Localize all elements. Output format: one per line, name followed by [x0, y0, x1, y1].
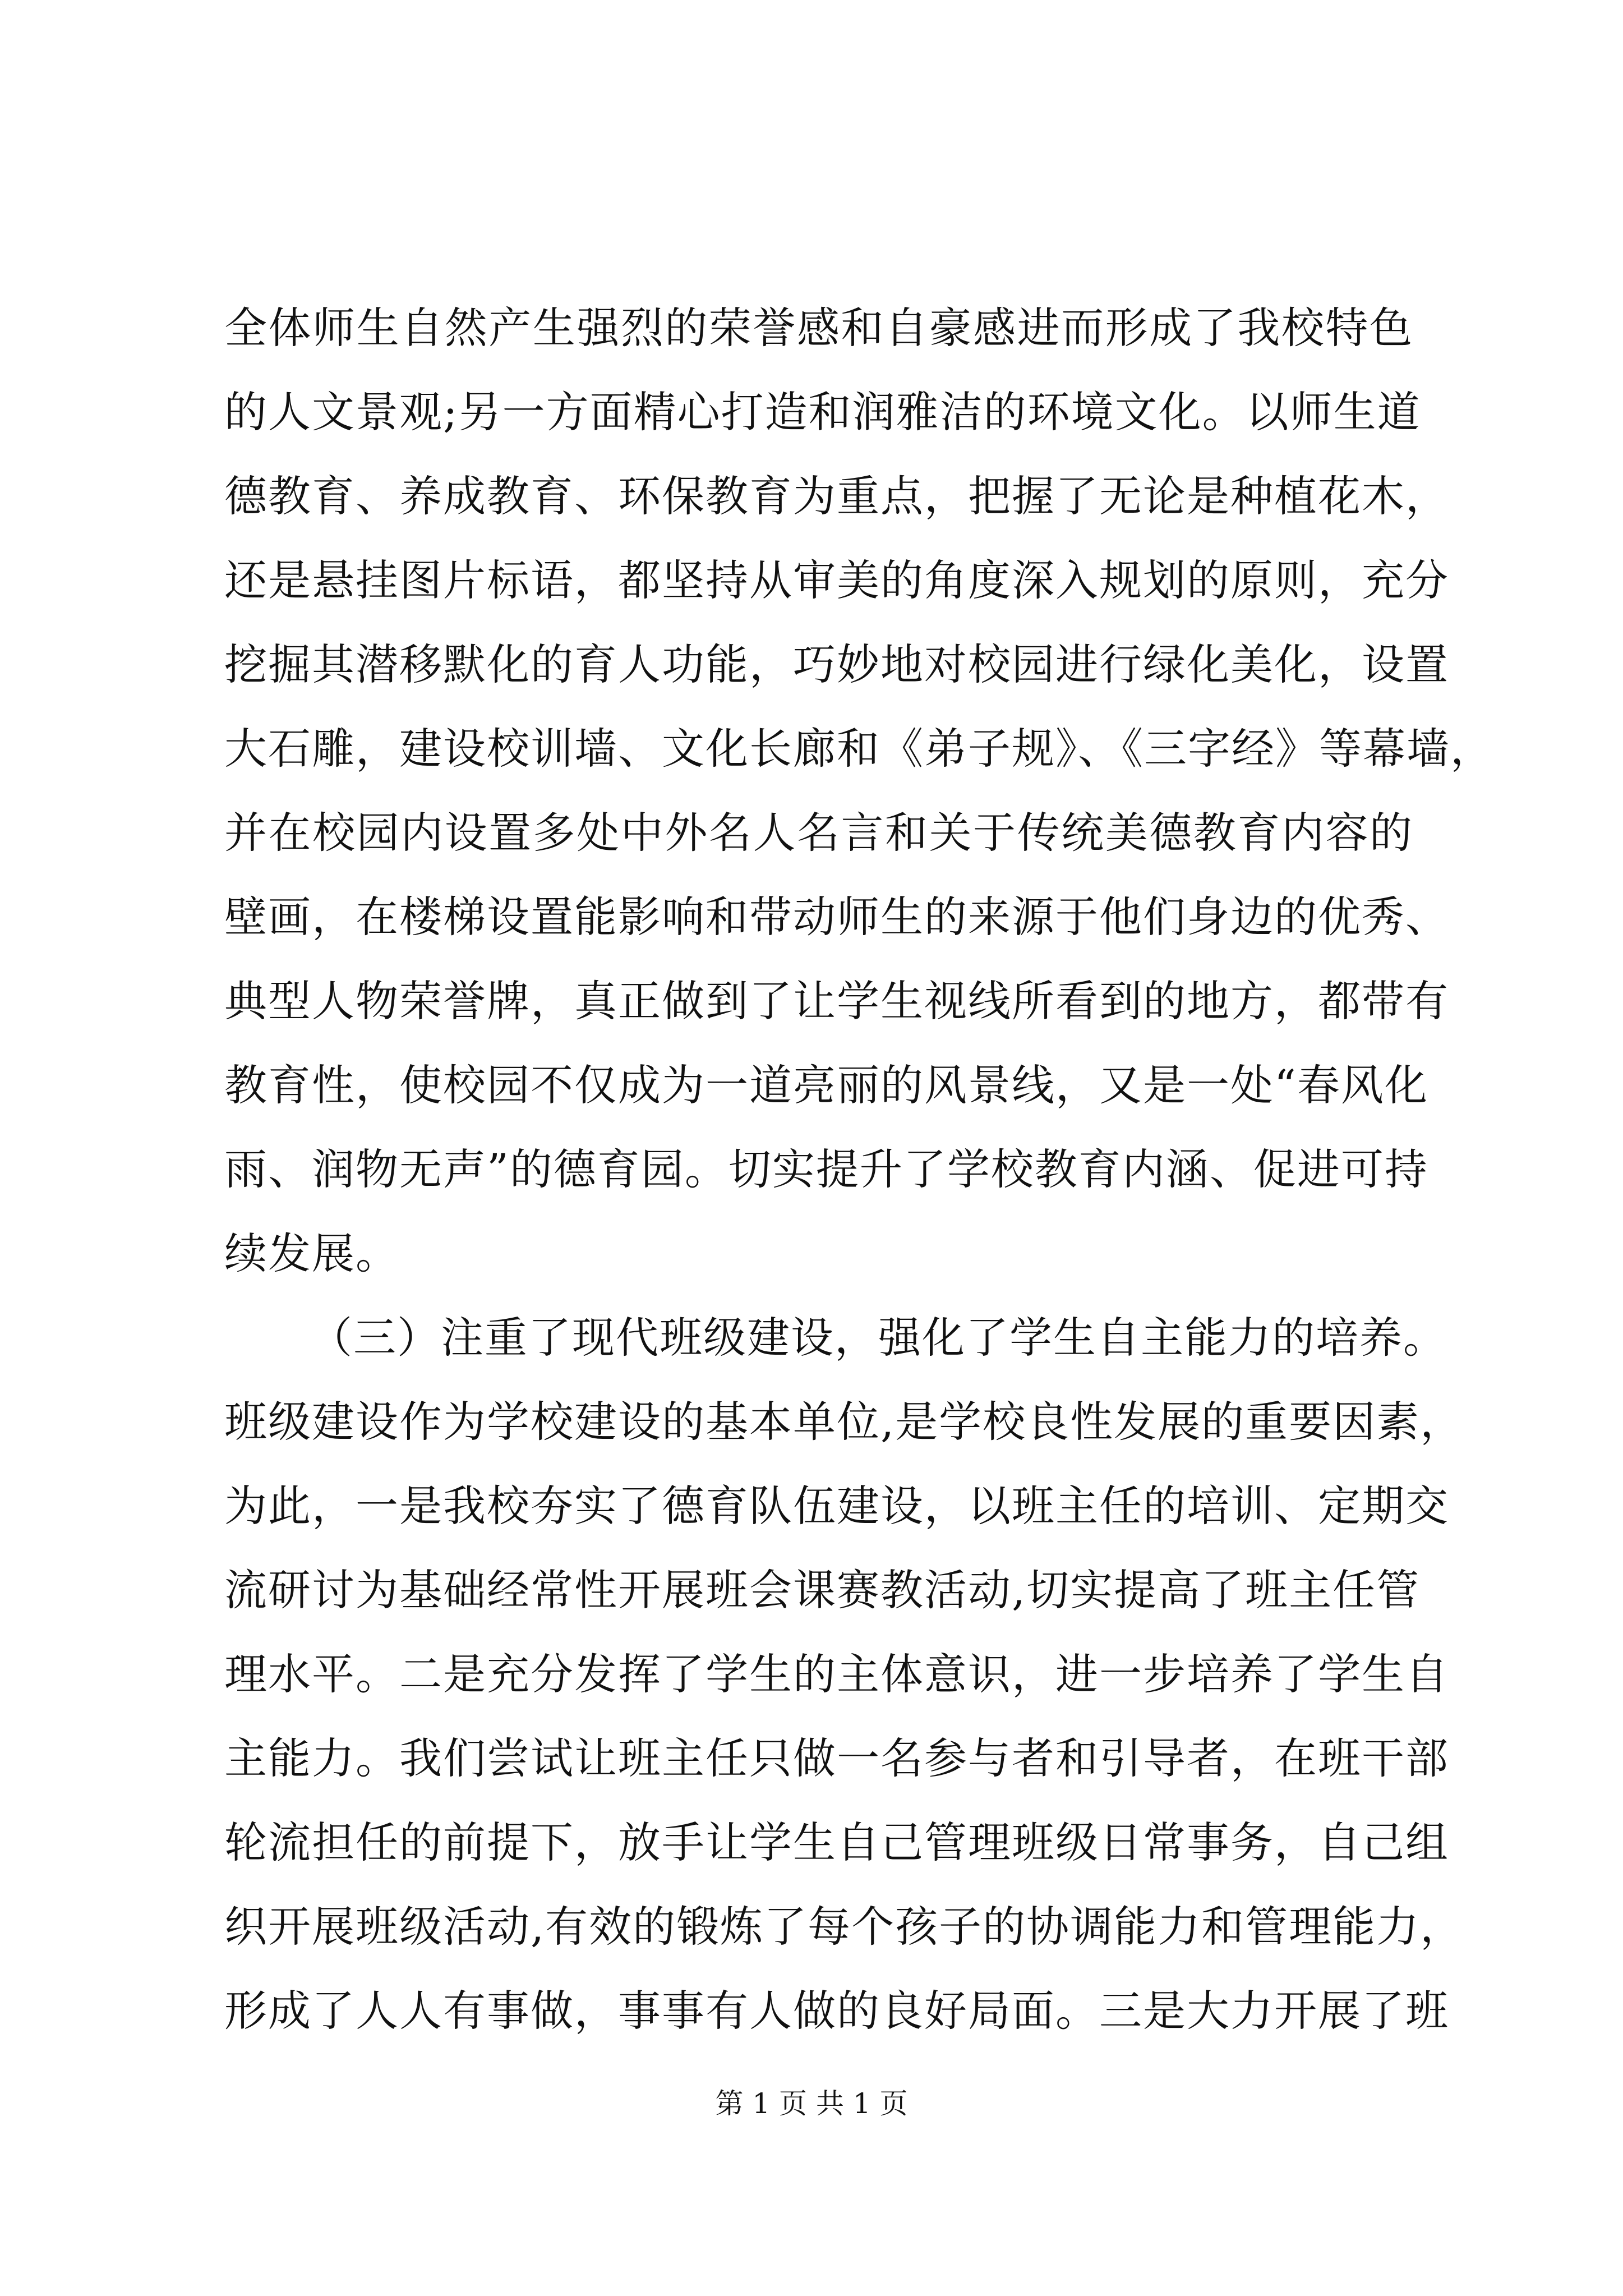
- text-line: 雨、润物无声”的德育园。切实提升了学校教育内涵、促进可持: [224, 1144, 1428, 1194]
- section-heading-line: （三）注重了现代班级建设，强化了学生自主能力的培养。: [310, 1313, 1447, 1363]
- text-line: 壁画，在楼梯设置能影响和带动师生的来源于他们身边的优秀、: [224, 892, 1449, 942]
- text-line: 形成了人人有事做，事事有人做的良好局面。三是大力开展了班: [224, 1986, 1449, 2036]
- text-line: 还是悬挂图片标语，都坚持从审美的角度深入规划的原则，充分: [224, 555, 1449, 605]
- text-line: 理水平。二是充分发挥了学生的主体意识，进一步培养了学生自: [224, 1649, 1449, 1699]
- text-line: 为此，一是我校夯实了德育队伍建设，以班主任的培训、定期交: [224, 1481, 1449, 1531]
- text-line: 班级建设作为学校建设的基本单位,是学校良性发展的重要因素，: [224, 1397, 1464, 1447]
- text-line: 轮流担任的前提下，放手让学生自己管理班级日常事务，自己组: [224, 1818, 1449, 1867]
- text-line: 全体师生自然产生强烈的荣誉感和自豪感进而形成了我校特色: [224, 303, 1413, 353]
- text-line: 织开展班级活动,有效的锻炼了每个孩子的协调能力和管理能力，: [224, 1902, 1464, 1952]
- text-line: 的人文景观;另一方面精心打造和润雅洁的环境文化。以师生道: [224, 387, 1421, 437]
- body-text: [224, 286, 1494, 2053]
- text-line: 主能力。我们尝试让班主任只做一名参与者和引导者，在班干部: [224, 1733, 1449, 1783]
- text-line: 并在校园内设置多处中外名人名言和关于传统美德教育内容的: [224, 808, 1413, 858]
- text-line: 流研讨为基础经常性开展班会课赛教活动,切实提高了班主任管: [224, 1565, 1421, 1615]
- text-line: 大石雕，建设校训墙、文化长廊和《弟子规》、《三字经》等幕墙，: [224, 724, 1494, 774]
- page-number-footer: 第 1 页 共 1 页: [715, 2087, 908, 2120]
- paragraph-end-line: 续发展。: [224, 1228, 399, 1278]
- text-line: 德教育、养成教育、环保教育为重点，把握了无论是种植花木，: [224, 471, 1449, 521]
- text-line: 典型人物荣誉牌，真正做到了让学生视线所看到的地方，都带有: [224, 976, 1449, 1026]
- text-line: 教育性，使校园不仅成为一道亮丽的风景线，又是一处“春风化: [224, 1060, 1428, 1110]
- text-line: 挖掘其潜移默化的育人功能，巧妙地对校园进行绿化美化，设置: [224, 639, 1449, 689]
